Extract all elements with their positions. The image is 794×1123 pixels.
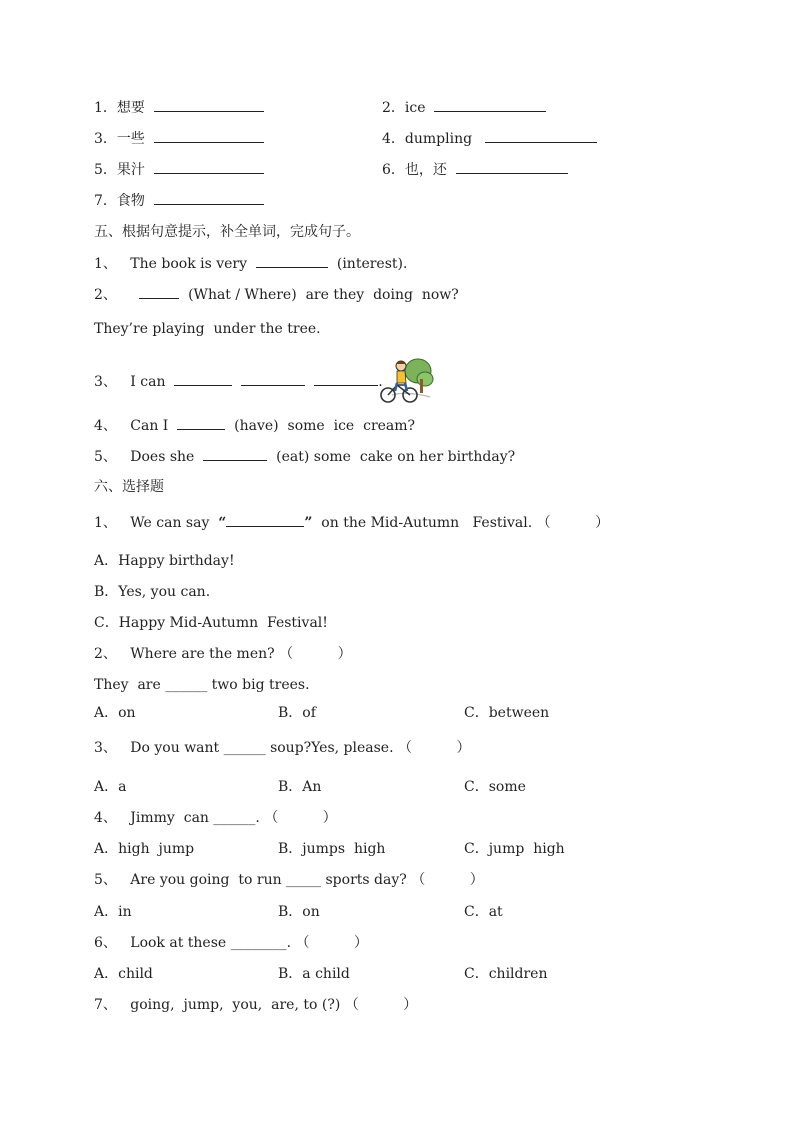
s6-q2-option-c[interactable]: C．between (464, 705, 550, 721)
s5-question-1: 1、 The book is very (interest). (94, 253, 407, 274)
answer-bracket[interactable]: （ ） (411, 872, 484, 888)
answer-blank[interactable] (139, 284, 179, 299)
s6-q1-option-b[interactable]: B．Yes, you can. (94, 584, 211, 600)
answer-bracket[interactable]: （ ） (344, 997, 418, 1013)
s6-question-2-sentence: They are ______ two big trees. (94, 677, 310, 693)
answer-blank[interactable] (174, 371, 232, 386)
s5-question-2: 2、 (What / Where) are they doing now? (94, 284, 459, 305)
s6-question-7: 7、 going, jump, you, are, to (?) （ ） (94, 997, 418, 1013)
boy-riding-bike-illustration (378, 355, 434, 405)
s6-q5-option-a[interactable]: A．in (94, 904, 132, 920)
s6-question-6: 6、 Look at these ________. （ ） (94, 935, 369, 951)
s6-question-2: 2、 Where are the men? （ ） (94, 646, 352, 662)
vocab-item-4: 4．dumpling (382, 128, 597, 149)
answer-blank[interactable] (177, 415, 225, 430)
section-6-heading: 六、选择题 (94, 479, 164, 495)
s5-question-2-context: They’re playing under the tree. (94, 321, 321, 337)
answer-blank[interactable] (154, 190, 264, 205)
answer-blank[interactable] (154, 128, 264, 143)
answer-bracket[interactable]: （ ） (398, 740, 471, 756)
s6-q6-option-b[interactable]: B．a child (278, 966, 350, 982)
s5-question-4: 4、 Can I (have) some ice cream? (94, 415, 415, 436)
s6-q2-option-b[interactable]: B．of (278, 705, 316, 721)
vocab-item-1: 1．想要 (94, 97, 264, 118)
answer-bracket[interactable]: （ ） (295, 935, 369, 951)
answer-blank[interactable] (226, 512, 304, 527)
s6-q3-option-a[interactable]: A．a (94, 779, 127, 795)
answer-blank[interactable] (485, 128, 597, 143)
s6-q5-option-c[interactable]: C．at (464, 904, 503, 920)
s5-question-3: 3、 I can . (94, 371, 383, 392)
s6-q6-option-c[interactable]: C．children (464, 966, 548, 982)
section-5-heading: 五、根据句意提示，补全单词，完成句子。 (94, 224, 360, 240)
vocab-item-7: 7．食物 (94, 190, 264, 211)
answer-blank[interactable] (154, 97, 264, 112)
s6-q3-option-c[interactable]: C．some (464, 779, 526, 795)
s5-question-5: 5、 Does she (eat) some cake on her birthday? (94, 446, 515, 467)
s6-q1-option-c[interactable]: C．Happy Mid-Autumn Festival! (94, 615, 328, 631)
answer-blank[interactable] (203, 446, 267, 461)
vocab-item-2: 2．ice (382, 97, 546, 118)
s6-question-5: 5、 Are you going to run _____ sports day? （ ） (94, 872, 484, 888)
s6-q4-option-c[interactable]: C．jump high (464, 841, 565, 857)
s6-q4-option-b[interactable]: B．jumps high (278, 841, 386, 857)
vocab-item-5: 5．果汁 (94, 159, 264, 180)
answer-bracket[interactable]: （ ） (279, 646, 352, 662)
answer-blank[interactable] (256, 253, 328, 268)
s6-q3-option-b[interactable]: B．An (278, 779, 322, 795)
answer-bracket[interactable]: （ ） (536, 515, 610, 531)
s6-q4-option-a[interactable]: A．high jump (94, 841, 195, 857)
answer-blank[interactable] (434, 97, 546, 112)
s6-q5-option-b[interactable]: B．on (278, 904, 320, 920)
vocab-item-6: 6．也，还 (382, 159, 568, 180)
s6-q2-option-a[interactable]: A．on (94, 705, 136, 721)
answer-bracket[interactable]: （ ） (264, 810, 337, 826)
answer-blank[interactable] (154, 159, 264, 174)
s6-q1-option-a[interactable]: A．Happy birthday! (94, 553, 235, 569)
s6-question-4: 4、 Jimmy can ______. （ ） (94, 810, 337, 826)
answer-blank[interactable] (241, 371, 305, 386)
s6-q6-option-a[interactable]: A．child (94, 966, 153, 982)
answer-blank[interactable] (456, 159, 568, 174)
answer-blank[interactable] (314, 371, 378, 386)
s6-question-3: 3、 Do you want ______ soup?Yes, please. （ ） (94, 740, 471, 756)
s6-question-1: 1、 We can say “ ” on the Mid-Autumn Festival. （ ） (94, 512, 609, 533)
vocab-item-3: 3．一些 (94, 128, 264, 149)
